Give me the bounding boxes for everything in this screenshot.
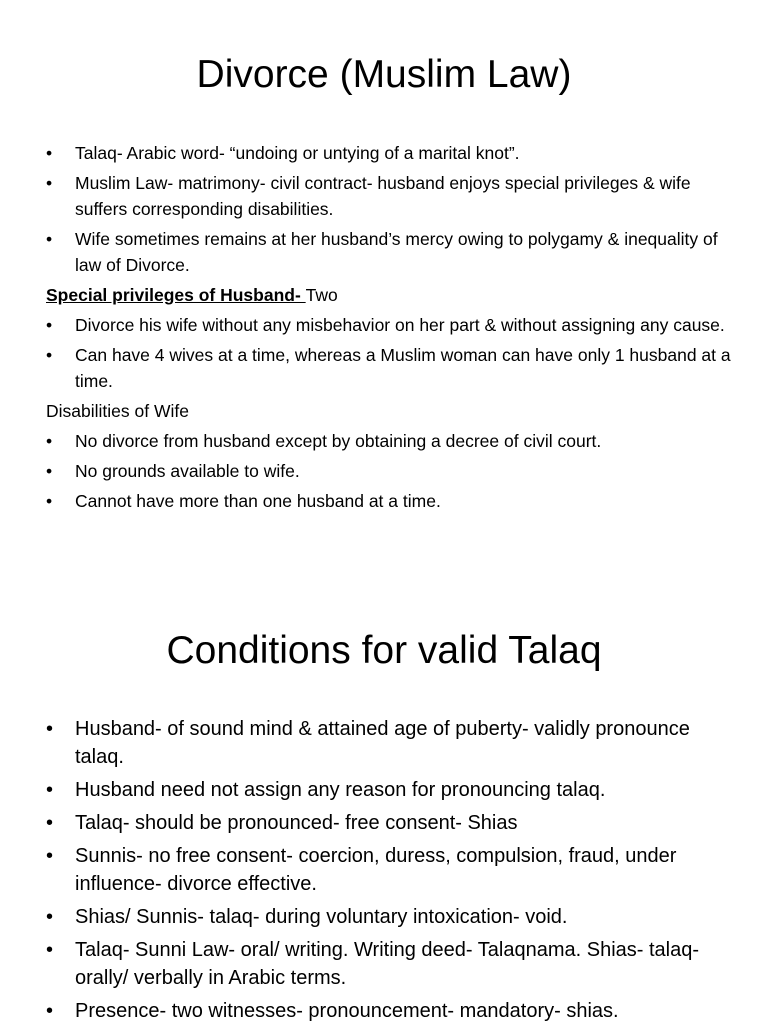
conditions-list [46, 715, 736, 1025]
slide-body [46, 140, 736, 518]
list-item-text: Talaq- Sunni Law- oral/ writing. Writing deed- Talaqnama. Shias- talaq-orally/ verbally in Arabic terms. [75, 939, 700, 989]
bullet-icon: • [46, 491, 53, 511]
bullet-icon: • [46, 229, 53, 249]
list-item [46, 997, 736, 1025]
disabilities-heading: Disabilities of Wife [46, 401, 189, 421]
list-item-text: Husband- of sound mind & attained age of puberty- validly pronounce talaq. [75, 718, 690, 768]
list-item [46, 842, 736, 898]
privileges-count: Two [305, 285, 338, 305]
bullet-icon: • [46, 906, 54, 928]
list-item-text: Presence- two witnesses- pronouncement- mandatory- shias. [75, 1000, 619, 1022]
slide-conditions-valid-talaq [0, 576, 768, 1024]
list-item-text: Husband need not assign any reason for pronouncing talaq. [75, 779, 606, 801]
list-item [46, 140, 736, 166]
list-item-text: Talaq- should be pronounced- free consent- Shias [75, 812, 518, 834]
list-item [46, 488, 736, 514]
list-item-text: No divorce from husband except by obtaining a decree of civil court. [75, 431, 602, 451]
bullet-icon: • [46, 345, 53, 365]
list-item [46, 903, 736, 931]
list-item-text: Can have 4 wives at a time, whereas a Muslim woman can have only 1 husband at a time. [75, 345, 731, 391]
bullet-icon: • [46, 718, 54, 740]
list-item-text: Talaq- Arabic word- “undoing or untying of a marital knot”. [75, 143, 520, 163]
bullet-icon: • [46, 143, 53, 163]
privileges-heading [46, 282, 736, 308]
list-item [46, 342, 736, 394]
list-item-text: Wife sometimes remains at her husband’s mercy owing to polygamy & inequality of law of Divorce. [75, 229, 718, 275]
list-item-text: Sunnis- no free consent- coercion, duress, compulsion, fraud, under influence- divorce effective. [75, 845, 677, 895]
bullet-icon: • [46, 173, 53, 193]
list-item [46, 428, 736, 454]
list-item-text: Shias/ Sunnis- talaq- during voluntary intoxication- void. [75, 906, 568, 928]
privileges-heading-label: Special privileges of Husband- [46, 285, 306, 305]
list-item-text: Muslim Law- matrimony- civil contract- husband enjoys special privileges & wife suffers corresponding disabilities. [75, 173, 691, 219]
bullet-icon: • [46, 812, 54, 834]
list-item [46, 170, 736, 222]
bullet-icon: • [46, 315, 53, 335]
list-item [46, 312, 736, 338]
slide-body [46, 715, 736, 1030]
bullet-icon: • [46, 461, 53, 481]
disabilities-list [46, 428, 736, 514]
bullet-icon: • [46, 431, 53, 451]
list-item-text: No grounds available to wife. [75, 461, 300, 481]
list-item [46, 715, 736, 771]
bullet-icon: • [46, 939, 54, 961]
privileges-list [46, 312, 736, 394]
list-item [46, 936, 736, 992]
list-item-text: Divorce his wife without any misbehavior on her part & without assigning any cause. [75, 315, 725, 335]
list-item [46, 776, 736, 804]
bullet-icon: • [46, 1000, 54, 1022]
slide-title: Conditions for valid Talaq [166, 629, 602, 672]
list-item [46, 226, 736, 278]
intro-list [46, 140, 736, 278]
list-item-text: Cannot have more than one husband at a time. [75, 491, 441, 511]
bullet-icon: • [46, 779, 54, 801]
bullet-icon: • [46, 845, 54, 867]
slide-title: Divorce (Muslim Law) [196, 53, 572, 96]
list-item [46, 809, 736, 837]
list-item [46, 458, 736, 484]
